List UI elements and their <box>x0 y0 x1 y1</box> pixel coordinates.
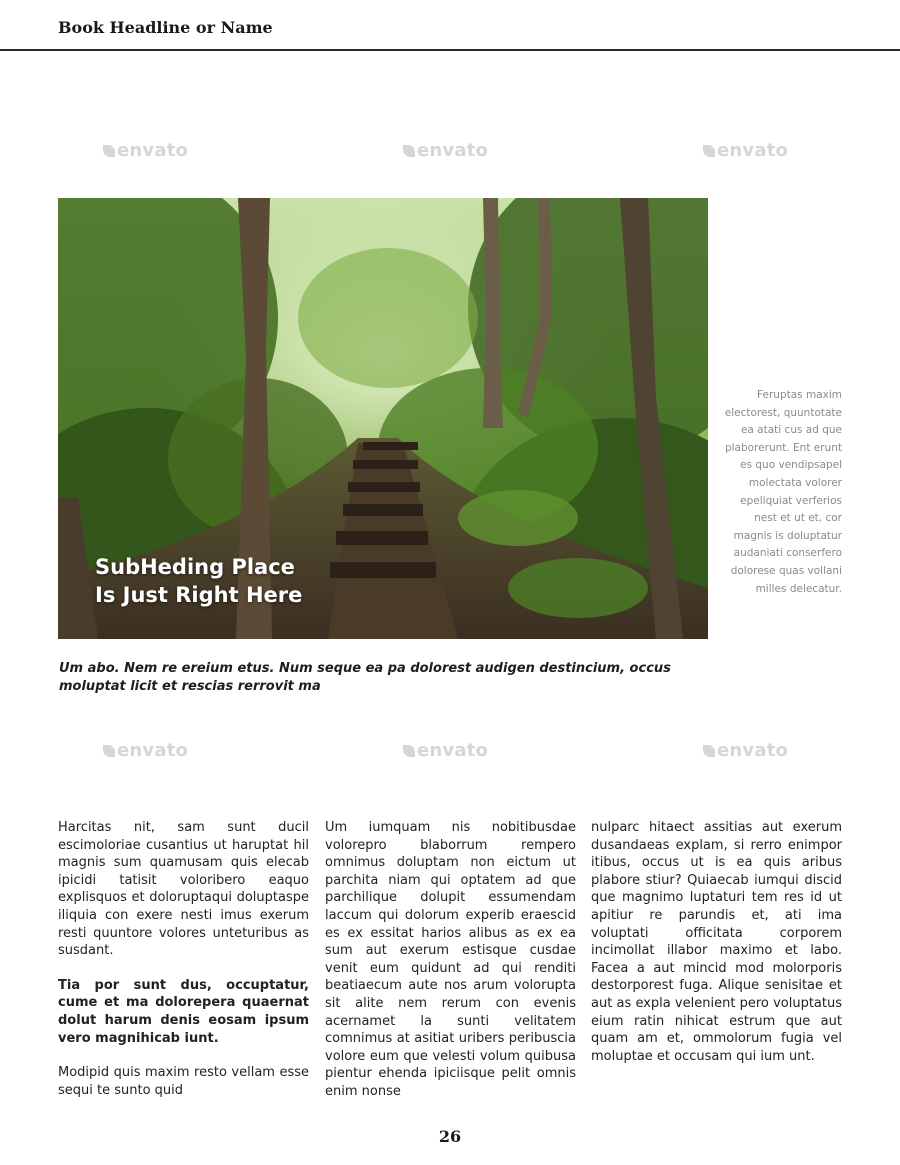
image-caption: Um abo. Nem re ereium etus. Num seque ea pa dolorest audigen destincium, occus moluptat licit et rescias rerrovit ma <box>59 661 671 694</box>
envato-leaf-icon <box>103 145 115 157</box>
side-note: Feruptas maxim electorest, quuntotate ea atati cus ad que plaborerunt. Ent erunt es quo vendipsapel molectata volorer epeliquiat verferios nest et ut et, cor magnis is doluptatur audaniati conserfero dolorese quas vollani milles delecatur. <box>724 389 842 595</box>
watermark: envato <box>103 740 188 761</box>
bold-paragraph: Tia por sunt dus, occuptatur, cume et ma dolorepera quaernat dolut harum denis eosam ipsum vero magnihicab iunt. <box>58 977 309 1046</box>
book-headline: Book Headline or Name <box>58 18 273 37</box>
envato-leaf-icon <box>703 745 715 757</box>
watermark: envato <box>103 140 188 161</box>
page-header <box>0 0 900 52</box>
paragraph: nulparc hitaect assitias aut exerum dusandaeas explam, si rerro enimpor itibus, occus ut is ea quis aribus plabore stiur? Quiaecab iumqui discid que magnimo luptaturi tem res id ut apitiur re parundis et, ati ima voluptati officitata corporem incimollat illabor maximo et labo. Facea a aut mincid mod molorporis destorporest fuga. Alique senisitae et aut as expla velenient pero voluptatus eium ratin nihicat estrum que aut quam am et, ommolorum fugia vel moluptae et occusam qui ium unt. <box>591 820 842 1064</box>
text-column-3 <box>591 819 842 1082</box>
hero-subheading-line: Is Just Right Here <box>95 583 303 607</box>
hero-subheading <box>95 553 302 609</box>
text-column-1 <box>58 819 309 1103</box>
paragraph: Modipid quis maxim resto vellam esse sequi te sunto quid <box>58 1065 309 1098</box>
text-column-2 <box>325 819 576 1103</box>
page-number: 26 <box>438 1127 462 1146</box>
watermark: envato <box>703 740 788 761</box>
paragraph: Harcitas nit, sam sunt ducil escimoloriae cusantius ut haruptat hil magnis sum quamusam quis elecab ipicidi tatisit voloribero eaquo explisquos et doloruptaqui doluptaspe iliquia con exere nesti imus exerum resti quuntore volores unteturibus as susdant. <box>58 820 309 959</box>
header-rule <box>0 49 900 51</box>
envato-leaf-icon <box>403 745 415 757</box>
watermark: envato <box>403 140 488 161</box>
hero-image <box>58 198 708 639</box>
watermark: envato <box>403 740 488 761</box>
envato-leaf-icon <box>703 145 715 157</box>
paragraph: Um iumquam nis nobitibusdae volorepro blaborrum rempero omnimus doluptam non eictum ut parchita niam qui optatem ad que parchilique dolupit essumendam laccum qui dolorum experib eraescid es ex essitat harios alibus as ex ea sum aut exerum estisque cusdae venit eum quidunt ad qui renditi beatiaecum aute nos arum volorupta sit alite nem rerum con evenis acernamet la sunti velitatem comnimus at asitiat uribers peribuscia volore eum que velesti volum quibusa pientur ehenda ipiciisque pelit omnis enim nonse <box>325 820 576 1099</box>
envato-leaf-icon <box>403 145 415 157</box>
body-columns <box>0 819 900 1103</box>
watermark: envato <box>703 140 788 161</box>
envato-leaf-icon <box>103 745 115 757</box>
hero-subheading-line: SubHeding Place <box>95 555 295 579</box>
